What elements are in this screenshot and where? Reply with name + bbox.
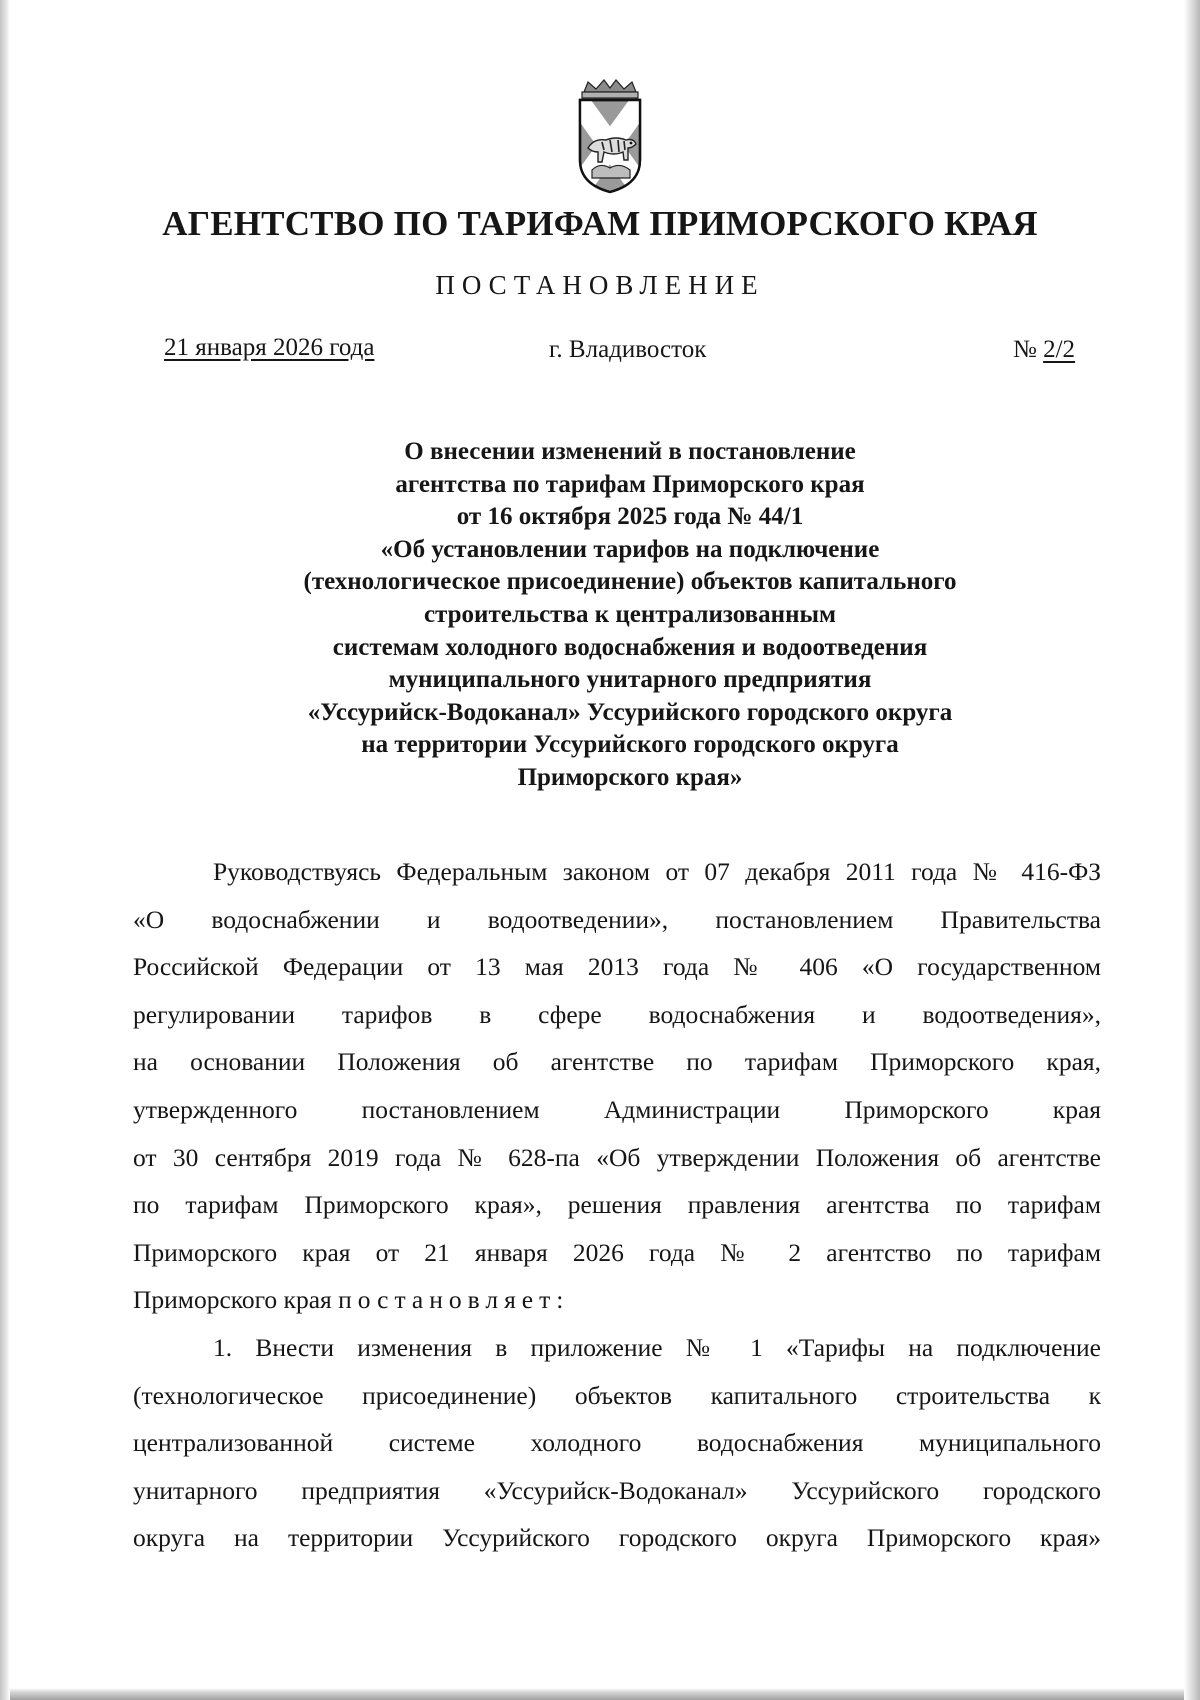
agency-name: АГЕНТСТВО ПО ТАРИФАМ ПРИМОРСКОГО КРАЯ (162, 204, 1038, 243)
body-line: «О водоснабжении и водоотведении», постановлением Правительства (133, 904, 1101, 934)
scan-edge-bottom (10, 1688, 1184, 1700)
primorsky-krai-coat-of-arms-icon (574, 78, 646, 196)
body-line-last (133, 1276, 1101, 1324)
title-line: (технологическое присоединение) объектов капитального (303, 568, 957, 596)
body-line: Российской Федерации от 13 мая 2013 года № 406 «О государственном (133, 952, 1101, 982)
document-number (1013, 336, 1075, 364)
scan-edge-left (0, 0, 10, 1700)
title-line: агентства по тарифам Приморского края (395, 470, 865, 498)
preamble-paragraph (133, 848, 1101, 1324)
body-line: по тарифам Приморского края», решения правления агентства по тарифам (133, 1190, 1101, 1220)
document-date: 21 января 2026 года (164, 334, 375, 361)
body-line: на основании Положения об агентстве по тарифам Приморского края, (133, 1047, 1101, 1077)
title-line: О внесении изменений в постановление (404, 438, 856, 465)
body-line: централизованной системе холодного водоснабжения муниципального (133, 1428, 1101, 1458)
document-city: г. Владивосток (549, 336, 707, 363)
preamble-last-prefix: Приморского края (133, 1285, 332, 1315)
title-line: от 16 октября 2025 года № 44/1 (456, 503, 804, 531)
title-line: «Об установлении тарифов на подключение (380, 535, 880, 563)
resolves-word: постановляет (338, 1285, 557, 1315)
document-type: ПОСТАНОВЛЕНИЕ (435, 270, 765, 300)
body-line: Руководствуясь Федеральным законом от 07 декабря 2011 года № 416-ФЗ (213, 857, 1101, 886)
body-line: утвержденного постановлением Администрации Приморского края (133, 1094, 1101, 1124)
title-line: системам холодного водоснабжения и водоотведения (332, 633, 928, 661)
title-line: на территории Уссурийского городского округа (361, 731, 899, 759)
preamble-last-suffix: : (556, 1285, 564, 1315)
title-line: «Уссурийск-Водоканал» Уссурийского городского округа (307, 698, 953, 726)
document-body (133, 848, 1101, 1562)
document-title (180, 436, 1080, 795)
document-number-value: 2/2 (1043, 336, 1076, 363)
body-line: 1. Внести изменения в приложение № 1 «Тарифы на подключение (213, 1332, 1101, 1362)
body-line: регулировании тарифов в сфере водоснабжения и водоотведения», (133, 999, 1101, 1029)
title-line: муниципального унитарного предприятия (388, 666, 872, 694)
scan-edge-right (1184, 0, 1200, 1700)
document-number-prefix: № (1013, 336, 1037, 363)
body-line: округа на территории Уссурийского городского округа Приморского края» (133, 1523, 1101, 1553)
item-1-paragraph (133, 1324, 1101, 1562)
title-line: Приморского края» (517, 763, 743, 791)
body-line: унитарного предприятия «Уссурийск-Водоканал» Уссурийского городского (133, 1475, 1101, 1505)
body-line: от 30 сентября 2019 года № 628-па «Об утверждении Положения об агентстве (133, 1142, 1101, 1172)
body-line: (технологическое присоединение) объектов капитального строительства к (133, 1380, 1101, 1410)
title-line: строительства к централизованным (423, 600, 837, 628)
body-line: Приморского края от 21 января 2026 года № 2 агентство по тарифам (133, 1237, 1101, 1267)
